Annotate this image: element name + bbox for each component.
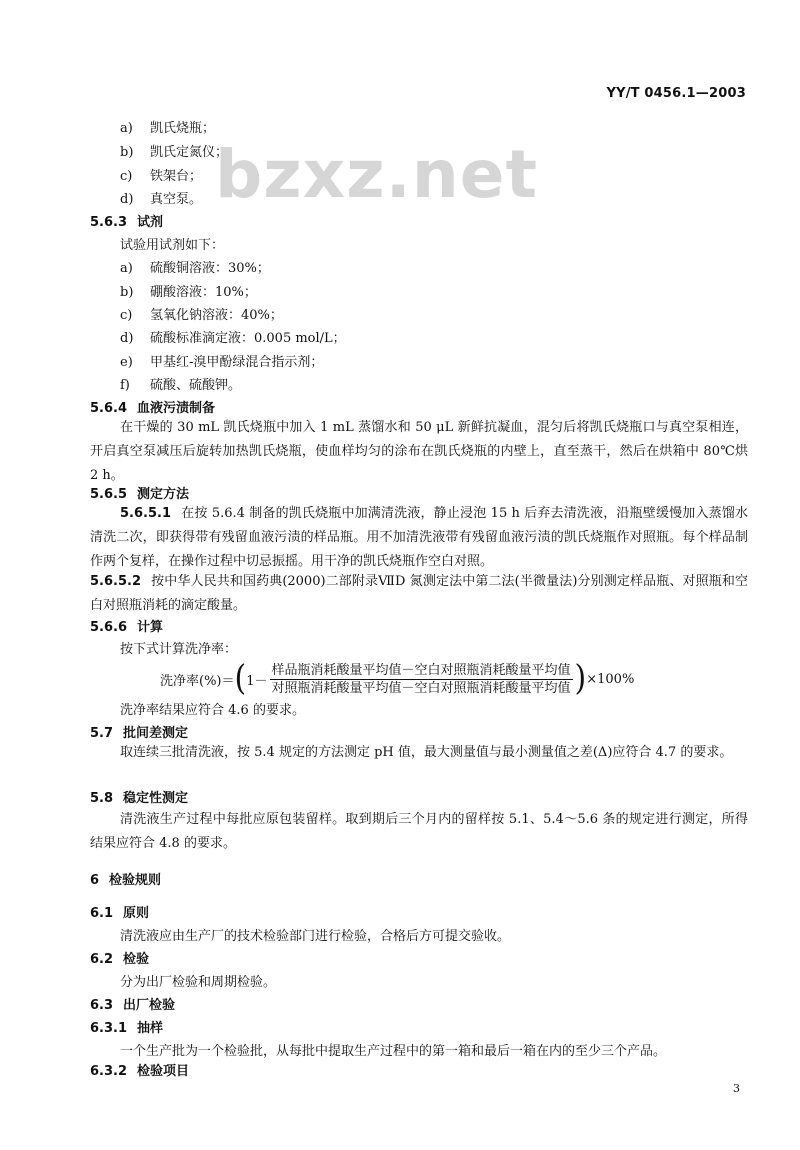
formula-denominator: 对照瓶消耗酸量平均值－空白对照瓶消耗酸量平均值 xyxy=(271,680,571,696)
formula-lhs: 洗净率(%)＝ xyxy=(160,673,235,689)
paragraph: 清洗液生产过程中每批应原包装留样。取到期后三个月内的留样按 5.1、5.4～5.6 条的规定进行测定，所得结果应符合 4.8 的要求。 xyxy=(90,812,748,851)
section-note: 洗净率结果应符合 4.6 的要求。 xyxy=(120,703,305,718)
formula-close-paren: ) xyxy=(574,658,587,699)
section-heading: 6.3.1 抽样 xyxy=(90,1021,164,1036)
formula-tail: ×100% xyxy=(586,671,635,687)
page-number: 3 xyxy=(733,1082,740,1095)
section-heading: 6.3.2 检验项目 xyxy=(90,1064,190,1079)
formula-open-paren: ( xyxy=(234,658,247,699)
list-item: c) 氢氧化钠溶液：40%； xyxy=(120,308,283,323)
paragraph: 5.6.5.2 按中华人民共和国药典(2000)二部附录ⅦD 氮测定法中第二法(半微量法)分别测定样品瓶、对照瓶和空白对照瓶消耗的滴定酸量。 xyxy=(90,574,748,613)
wash-rate-formula xyxy=(160,658,635,699)
list-item: c) 铁架台； xyxy=(120,169,203,184)
formula-fraction xyxy=(270,662,573,697)
section-heading: 6.1 原则 xyxy=(90,906,150,921)
list-item: f) 硫酸、硫酸钾。 xyxy=(120,378,242,393)
paragraph: 一个生产批为一个检验批，从每批中提取生产过程中的第一箱和最后一箱在内的至少三个产品。 xyxy=(120,1044,667,1059)
chapter-heading: 6 检验规则 xyxy=(90,873,162,888)
section-heading: 5.6.5 测定方法 xyxy=(90,487,190,502)
section-heading: 5.7 批间差测定 xyxy=(90,726,189,741)
formula-numerator: 样品瓶消耗酸量平均值－空白对照瓶消耗酸量平均值 xyxy=(271,662,571,678)
section-heading: 6.3 出厂检验 xyxy=(90,998,176,1013)
section-intro: 按下式计算洗净率： xyxy=(120,642,238,657)
section-heading: 5.6.4 血液污渍制备 xyxy=(90,401,216,416)
watermark: bzxz.net xyxy=(215,136,539,213)
section-intro: 试验用试剂如下： xyxy=(120,238,225,253)
list-item: d) 真空泵。 xyxy=(120,192,203,207)
list-item: e) 甲基红-溴甲酚绿混合指示剂； xyxy=(120,355,324,370)
list-item: d) 硫酸标准滴定液：0.005 mol/L； xyxy=(120,331,346,346)
standard-code: YY/T 0456.1—2003 xyxy=(606,86,746,101)
list-item: a) 凯氏烧瓶； xyxy=(120,121,216,136)
paragraph: 5.6.5.1 在按 5.6.4 制备的凯氏烧瓶中加满清洗液，静止浸泡 15 h 后弃去清洗液，沿瓶壁缓慢加入蒸馏水清洗二次，即获得带有残留血液污渍的样品瓶。用不加清洗液带有残留血液污渍的凯氏烧瓶作对照瓶。每个样品制作两个复样，在操作过程中切忌振摇。用干净的凯氏烧瓶作空白对照。 xyxy=(90,506,748,569)
list-item: b) 硼酸溶液：10%； xyxy=(120,285,257,300)
section-heading: 5.6.3 试剂 xyxy=(90,215,164,230)
paragraph: 取连续三批清洗液，按 5.4 规定的方法测定 pH 值，最大测量值与最小测量值之差(Δ)应符合 4.7 的要求。 xyxy=(120,745,733,760)
paragraph: 在干燥的 30 mL 凯氏烧瓶中加入 1 mL 蒸馏水和 50 μL 新鲜抗凝血，混匀后将凯氏烧瓶口与真空泵相连，开启真空泵减压后旋转加热凯氏烧瓶，使血样均匀的涂布在凯氏烧瓶的内壁上，直至蒸干，然后在烘箱中 80℃烘 2 h。 xyxy=(90,420,748,483)
list-item: b) 凯氏定氮仪； xyxy=(120,145,229,160)
section-heading: 5.6.6 计算 xyxy=(90,620,164,635)
paragraph: 清洗液应由生产厂的技术检验部门进行检验，合格后方可提交验收。 xyxy=(120,929,511,944)
formula-one-minus: 1－ xyxy=(246,673,268,689)
section-heading: 6.2 检验 xyxy=(90,952,150,967)
section-heading: 5.8 稳定性测定 xyxy=(90,791,189,806)
paragraph: 分为出厂检验和周期检验。 xyxy=(120,975,277,990)
list-item: a) 硫酸铜溶液：30%； xyxy=(120,261,270,276)
